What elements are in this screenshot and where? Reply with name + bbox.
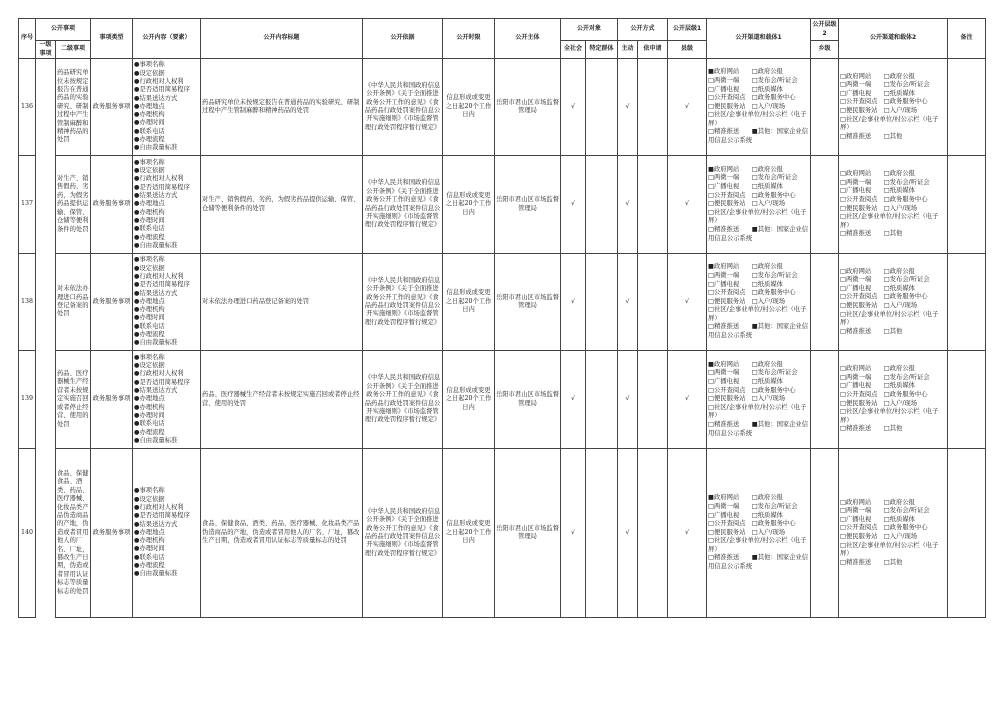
channel1-cell: ■政府网站 □政府公报 □两微一端 □发布会/听证会 □广播电视 □纸质媒体 □公开查阅点 □政务服务中心 □便民服务站 □入户/现场 □社区/企事业单位/村公示栏（电子屏） □精准推送 ■其他：国家企业信用信息公示系统 xyxy=(707,449,811,618)
township-level-cell xyxy=(811,156,839,254)
content-element: ●联系电话 xyxy=(134,553,165,561)
header-county: 县级 xyxy=(668,41,707,59)
target-specific-cell xyxy=(586,59,618,156)
subject-cell: 岳阳市君山区市场监督管理局 xyxy=(495,254,561,351)
content-element: ●办理地点 xyxy=(134,528,165,536)
channel2-cell: □政府网站 □政府公报 □两微一端 □发布会/听证会 □广播电视 □纸质媒体 □公开查阅点 □政务服务中心 □便民服务站 □入户/现场 □社区/企事业单位/村公示栏（电子屏） □精准推送 □其他 xyxy=(839,156,948,254)
content-element: ●办理机构 xyxy=(134,208,165,216)
content-element: ●联系电话 xyxy=(134,420,165,428)
channel2-cell: □政府网站 □政府公报 □两微一端 □发布会/听证会 □广播电视 □纸质媒体 □公开查阅点 □政务服务中心 □便民服务站 □入户/现场 □社区/企事业单位/村公示栏（电子屏） □精准推送 □其他 xyxy=(839,59,948,156)
header-subject: 公开主体 xyxy=(495,19,561,59)
content-element: ●设定依据 xyxy=(134,69,165,77)
content-title-cell: 对未依法办理进口药品登记备案的处罚 xyxy=(201,254,363,351)
township-level-cell xyxy=(811,254,839,351)
content-element: ●行政相对人权利 xyxy=(134,77,184,85)
item-type-cell: 政务服务事项 xyxy=(91,449,133,618)
content-element: ●办理时间 xyxy=(134,545,165,553)
method-apply-cell xyxy=(638,254,668,351)
content-element: ●办理机构 xyxy=(134,111,165,119)
method-active-check: √ xyxy=(618,254,638,351)
remarks-cell xyxy=(948,351,986,449)
seq-cell: 139 xyxy=(19,351,36,449)
content-element: ●结果送达方式 xyxy=(134,520,178,528)
target-all-check: √ xyxy=(561,254,586,351)
method-apply-cell xyxy=(638,351,668,449)
remarks-cell xyxy=(948,449,986,618)
target-all-check: √ xyxy=(561,59,586,156)
item-type-cell: 政务服务事项 xyxy=(91,254,133,351)
target-specific-cell xyxy=(586,351,618,449)
header-target: 公开对象 xyxy=(561,19,618,41)
table-row xyxy=(19,156,986,254)
content-element: ●事项名称 xyxy=(134,158,165,166)
basis-cell: 《中华人民共和国政府信息公开条例》《关于全面推进政务公开工作的意见》《食品药品行政处罚案件信息公开实施细则》《市场监督管理行政处罚程序暂行规定》 xyxy=(363,254,443,351)
header-target-specific: 特定群体 xyxy=(586,41,618,59)
subject-cell: 岳阳市君山区市场监督管理局 xyxy=(495,59,561,156)
content-element: ●结果送达方式 xyxy=(134,192,178,200)
content-element: ●结果送达方式 xyxy=(134,94,178,102)
content-elements-cell xyxy=(133,59,201,156)
content-element: ●事项名称 xyxy=(134,61,165,69)
township-level-cell xyxy=(811,449,839,618)
header-level-1: 公开层级1 xyxy=(668,19,707,41)
time-limit-cell: 信息形成或变更之日起20个工作日内 xyxy=(443,449,495,618)
content-element: ●联系电话 xyxy=(134,322,165,330)
content-element: ●办理时间 xyxy=(134,119,165,127)
channel2-cell: □政府网站 □政府公报 □两微一端 □发布会/听证会 □广播电视 □纸质媒体 □公开查阅点 □政务服务中心 □便民服务站 □入户/现场 □社区/企事业单位/村公示栏（电子屏） □精准推送 □其他 xyxy=(839,254,948,351)
content-element: ●是否适用简易程序 xyxy=(134,183,190,191)
table-row xyxy=(19,449,986,618)
content-element: ●是否适用简易程序 xyxy=(134,281,190,289)
header-level-2: 公开层级2 xyxy=(811,19,839,41)
header-township: 乡级 xyxy=(811,41,839,59)
method-active-check: √ xyxy=(618,156,638,254)
target-specific-cell xyxy=(586,254,618,351)
content-element: ●办理流程 xyxy=(134,331,165,339)
content-title-cell: 药品、医疗器械生产经营者未按规定实施召回或者停止经营、使用的处罚 xyxy=(201,351,363,449)
target-all-check: √ xyxy=(561,449,586,618)
content-elements-cell xyxy=(133,156,201,254)
content-element: ●设定依据 xyxy=(134,264,165,272)
header-method-active: 主动 xyxy=(618,41,638,59)
basis-cell: 《中华人民共和国政府信息公开条例》《关于全面推进政务公开工作的意见》《食品药品行政处罚案件信息公开实施细则》《市场监督管理行政处罚程序暂行规定》 xyxy=(363,156,443,254)
content-element: ●是否适用简易程序 xyxy=(134,512,190,520)
level1-cell xyxy=(36,59,56,156)
content-element: ●事项名称 xyxy=(134,353,165,361)
item-type-cell: 政务服务事项 xyxy=(91,351,133,449)
subject-cell: 岳阳市君山区市场监督管理局 xyxy=(495,156,561,254)
method-apply-cell xyxy=(638,449,668,618)
method-apply-cell xyxy=(638,59,668,156)
content-element: ●设定依据 xyxy=(134,167,165,175)
target-specific-cell xyxy=(586,449,618,618)
method-active-check: √ xyxy=(618,449,638,618)
seq-cell: 137 xyxy=(19,156,36,254)
level2-cell: 药品、医疗器械生产经营者未按规定实施召回或者停止经营、使用的处罚 xyxy=(56,351,91,449)
seq-cell: 138 xyxy=(19,254,36,351)
level2-cell: 食品、保健食品、酒类、药品、医疗器械、化妆品类产品伪造商品的产地，伪造或者冒用他人的厂名、厂址，篡改生产日期，伪造或者冒用认证标志等质量标志的处罚 xyxy=(56,449,91,618)
header-content-title: 公开内容标题 xyxy=(201,19,363,59)
township-level-cell xyxy=(811,59,839,156)
subject-cell: 岳阳市君山区市场监督管理局 xyxy=(495,449,561,618)
disclosure-table xyxy=(18,18,986,618)
header-public-item: 公开事项 xyxy=(36,19,91,41)
header-time-limit: 公开时限 xyxy=(443,19,495,59)
content-element: ●自由裁量标准 xyxy=(134,241,178,249)
content-element: ●办理地点 xyxy=(134,102,165,110)
content-element: ●结果送达方式 xyxy=(134,387,178,395)
township-level-cell xyxy=(811,351,839,449)
level1-cell xyxy=(36,351,56,449)
content-element: ●办理流程 xyxy=(134,428,165,436)
basis-cell: 《中华人民共和国政府信息公开条例》《关于全面推进政务公开工作的意见》《食品药品行政处罚案件信息公开实施细则》《市场监督管理行政处罚程序暂行规定》 xyxy=(363,351,443,449)
content-element: ●办理流程 xyxy=(134,136,165,144)
content-element: ●行政相对人权利 xyxy=(134,370,184,378)
county-level-check: √ xyxy=(668,156,707,254)
time-limit-cell: 信息形成或变更之日起20个工作日内 xyxy=(443,254,495,351)
content-element: ●行政相对人权利 xyxy=(134,175,184,183)
channel1-cell: ■政府网站 □政府公报 □两微一端 □发布会/听证会 □广播电视 □纸质媒体 □公开查阅点 □政务服务中心 □便民服务站 □入户/现场 □社区/企事业单位/村公示栏（电子屏） □精准推送 ■其他：国家企业信用信息公示系统 xyxy=(707,351,811,449)
content-elements-cell xyxy=(133,351,201,449)
method-apply-cell xyxy=(638,156,668,254)
channel2-cell: □政府网站 □政府公报 □两微一端 □发布会/听证会 □广播电视 □纸质媒体 □公开查阅点 □政务服务中心 □便民服务站 □入户/现场 □社区/企事业单位/村公示栏（电子屏） □精准推送 □其他 xyxy=(839,449,948,618)
content-element: ●自由裁量标准 xyxy=(134,570,178,578)
content-element: ●行政相对人权利 xyxy=(134,272,184,280)
content-element: ●设定依据 xyxy=(134,495,165,503)
content-element: ●事项名称 xyxy=(134,256,165,264)
header-channel-2: 公开渠道和载体2 xyxy=(839,19,948,59)
content-element: ●办理流程 xyxy=(134,562,165,570)
header-content: 公开内容（要素） xyxy=(133,19,201,59)
content-element: ●办理地点 xyxy=(134,200,165,208)
level2-cell: 对生产、销售假药、劣药，为假劣药品提供运输、保管、仓储等便利条件的处罚 xyxy=(56,156,91,254)
method-active-check: √ xyxy=(618,59,638,156)
header-level2: 二级事项 xyxy=(56,41,91,59)
basis-cell: 《中华人民共和国政府信息公开条例》《关于全面推进政务公开工作的意见》《食品药品行政处罚案件信息公开实施细则》《市场监督管理行政处罚程序暂行规定》 xyxy=(363,449,443,618)
time-limit-cell: 信息形成或变更之日起20个工作日内 xyxy=(443,59,495,156)
header-seq: 序号 xyxy=(19,19,36,59)
target-all-check: √ xyxy=(561,351,586,449)
content-element: ●办理时间 xyxy=(134,314,165,322)
level1-cell xyxy=(36,449,56,618)
header-channel-1: 公开渠道和载体1 xyxy=(707,19,811,59)
header-method: 公开方式 xyxy=(618,19,668,41)
target-all-check: √ xyxy=(561,156,586,254)
remarks-cell xyxy=(948,254,986,351)
channel1-cell: ■政府网站 □政府公报 □两微一端 □发布会/听证会 □广播电视 □纸质媒体 □公开查阅点 □政务服务中心 □便民服务站 □入户/现场 □社区/企事业单位/村公示栏（电子屏） □精准推送 ■其他：国家企业信用信息公示系统 xyxy=(707,254,811,351)
content-element: ●事项名称 xyxy=(134,487,165,495)
channel1-cell: ■政府网站 □政府公报 □两微一端 □发布会/听证会 □广播电视 □纸质媒体 □公开查阅点 □政务服务中心 □便民服务站 □入户/现场 □社区/企事业单位/村公示栏（电子屏） □精准推送 ■其他：国家企业信用信息公示系统 xyxy=(707,156,811,254)
subject-cell: 岳阳市君山区市场监督管理局 xyxy=(495,351,561,449)
remarks-cell xyxy=(948,156,986,254)
level1-cell xyxy=(36,254,56,351)
header-remarks: 备注 xyxy=(948,19,986,59)
content-element: ●是否适用简易程序 xyxy=(134,86,190,94)
header-target-all: 全社会 xyxy=(561,41,586,59)
content-element: ●办理时间 xyxy=(134,411,165,419)
content-title-cell: 对生产、销售假药、劣药，为假劣药品提供运输、保管、仓储等便利条件的处罚 xyxy=(201,156,363,254)
header-item-type: 事项类型 xyxy=(91,19,133,59)
remarks-cell xyxy=(948,59,986,156)
content-title-cell: 药品研究单位未按规定报告在普通药品的实验研究、研制过程中产生管制麻醉和精神药品的处罚 xyxy=(201,59,363,156)
item-type-cell: 政务服务事项 xyxy=(91,156,133,254)
channel1-cell: ■政府网站 □政府公报 □两微一端 □发布会/听证会 □广播电视 □纸质媒体 □公开查阅点 □政务服务中心 □便民服务站 □入户/现场 □社区/企事业单位/村公示栏（电子屏） □精准推送 ■其他：国家企业信用信息公示系统 xyxy=(707,59,811,156)
content-element: ●办理机构 xyxy=(134,403,165,411)
seq-cell: 136 xyxy=(19,59,36,156)
channel2-cell: □政府网站 □政府公报 □两微一端 □发布会/听证会 □广播电视 □纸质媒体 □公开查阅点 □政务服务中心 □便民服务站 □入户/现场 □社区/企事业单位/村公示栏（电子屏） □精准推送 □其他 xyxy=(839,351,948,449)
seq-cell: 140 xyxy=(19,449,36,618)
content-title-cell: 食品、保健食品、酒类、药品、医疗器械、化妆品类产品伪造商品的产地，伪造或者冒用他人的厂名、厂址，篡改生产日期，伪造或者冒用认证标志等质量标志的处罚 xyxy=(201,449,363,618)
header-method-apply: 依申请 xyxy=(638,41,668,59)
header-level1: 一级事项 xyxy=(36,41,56,59)
time-limit-cell: 信息形成或变更之日起20个工作日内 xyxy=(443,351,495,449)
content-element: ●行政相对人权利 xyxy=(134,503,184,511)
level2-cell: 药品研究单位未按规定报告在普通药品的实验研究、研制过程中产生管制麻醉和精神药品的处罚 xyxy=(56,59,91,156)
content-element: ●办理时间 xyxy=(134,216,165,224)
content-elements-cell xyxy=(133,254,201,351)
table-row xyxy=(19,59,986,156)
county-level-check: √ xyxy=(668,59,707,156)
content-element: ●是否适用简易程序 xyxy=(134,378,190,386)
content-element: ●自由裁量标准 xyxy=(134,436,178,444)
target-specific-cell xyxy=(586,156,618,254)
level2-cell: 对未依法办理进口药品登记备案的处罚 xyxy=(56,254,91,351)
content-element: ●办理机构 xyxy=(134,537,165,545)
item-type-cell: 政务服务事项 xyxy=(91,59,133,156)
content-element: ●办理地点 xyxy=(134,395,165,403)
content-element: ●自由裁量标准 xyxy=(134,339,178,347)
header-basis: 公开依据 xyxy=(363,19,443,59)
content-element: ●联系电话 xyxy=(134,127,165,135)
content-element: ●办理流程 xyxy=(134,233,165,241)
content-element: ●办理机构 xyxy=(134,306,165,314)
content-element: ●结果送达方式 xyxy=(134,289,178,297)
content-element: ●办理地点 xyxy=(134,297,165,305)
basis-cell: 《中华人民共和国政府信息公开条例》《关于全面推进政务公开工作的意见》《食品药品行政处罚案件信息公开实施细则》《市场监督管理行政处罚程序暂行规定》 xyxy=(363,59,443,156)
time-limit-cell: 信息形成或变更之日起20个工作日内 xyxy=(443,156,495,254)
content-elements-cell xyxy=(133,449,201,618)
table-row xyxy=(19,254,986,351)
content-element: ●自由裁量标准 xyxy=(134,144,178,152)
county-level-check: √ xyxy=(668,254,707,351)
county-level-check: √ xyxy=(668,449,707,618)
level1-cell xyxy=(36,156,56,254)
county-level-check: √ xyxy=(668,351,707,449)
method-active-check: √ xyxy=(618,351,638,449)
table-row xyxy=(19,351,986,449)
content-element: ●设定依据 xyxy=(134,362,165,370)
content-element: ●联系电话 xyxy=(134,225,165,233)
